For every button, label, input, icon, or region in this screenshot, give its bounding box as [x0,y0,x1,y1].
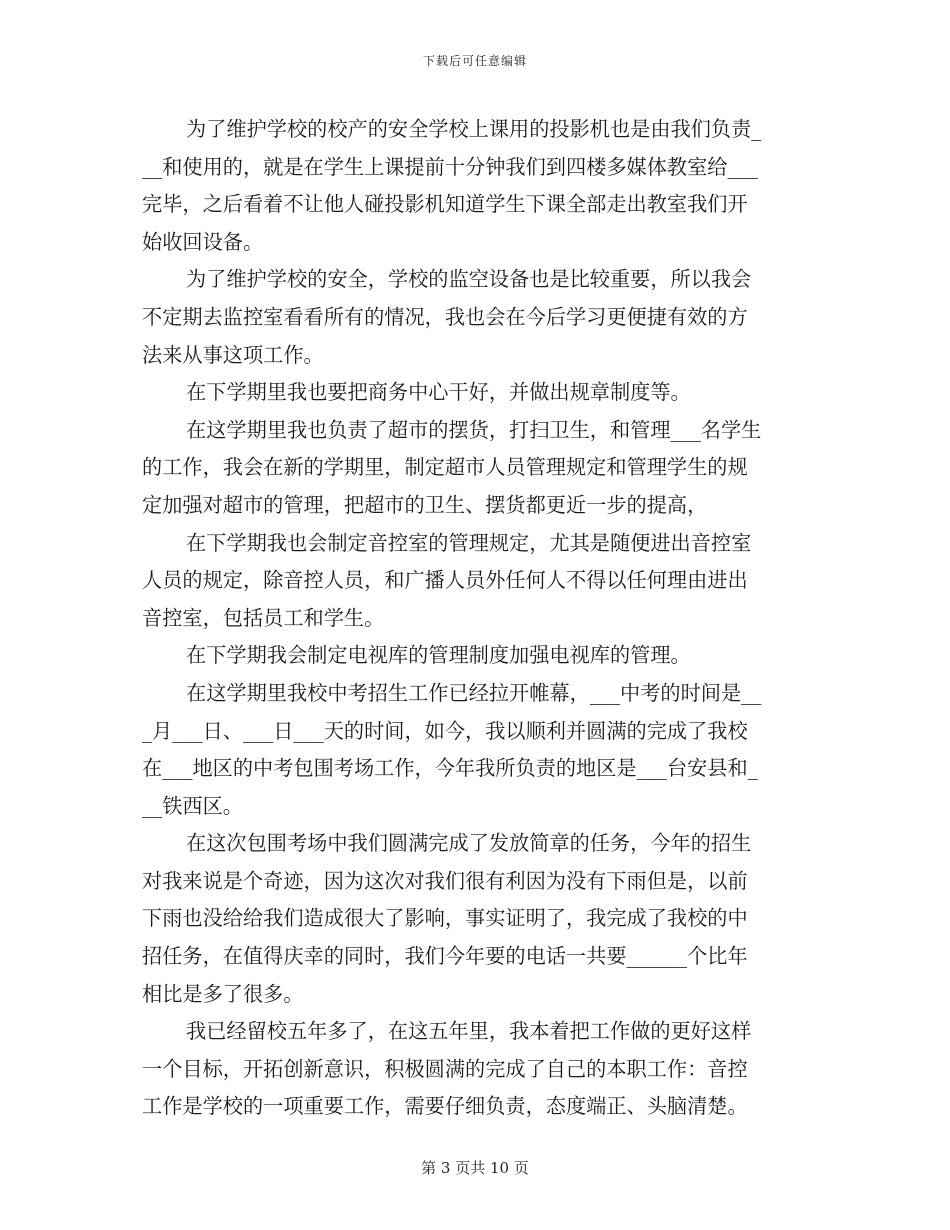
text-line: 始收回设备。 [142,229,264,254]
text-line: 在___地区的中考包围考场工作，今年我所负责的地区是___台安县和_ [142,756,758,781]
text-line: __铁西区。 [142,793,243,818]
text-line: _月___日、___日___天的时间，如今，我以顺利并圆满的完成了我校 [142,718,748,743]
text-line: 在这次包围考场中我们圆满完成了发放简章的任务，今年的招生 [186,831,752,856]
text-line: 对我来说是个奇迹，因为这次对我们很有利因为没有下雨但是，以前 [142,868,748,893]
text-line: 音控室，包括员工和学生。 [142,605,385,630]
page-header: 下载后可任意编辑 [422,54,527,68]
text-line: 定加强对超市的管理，把超市的卫生、摆货都更近一步的提高， [142,492,708,517]
text-line: 不定期去监控室看看所有的情况，我也会在今后学习更便捷有效的方 [142,304,748,329]
text-line: 为了维护学校的校产的安全学校上课用的投影机也是由我们负责_ [186,117,762,141]
text-line: 工作是学校的一项重要工作，需要仔细负责，态度端正、头脑清楚。 [142,1094,748,1119]
text-line: 我已经留校五年多了，在这五年里，我本着把工作做的更好这样 [186,1019,752,1044]
text-line: 为了维护学校的安全，学校的监空设备也是比较重要，所以我会 [186,267,752,292]
text-line: 相比是多了很多。 [142,981,304,1006]
text-line: __和使用的，就是在学生上课提前十分钟我们到四楼多媒体教室给___ [142,154,758,179]
page-footer: 第 3 页共 10 页 [421,1159,529,1177]
document-body [142,111,806,1126]
text-line: 法来从事这项工作。 [142,342,324,367]
text-line: 人员的规定，除音控人员，和广播人员外任何人不得以任何理由进出 [142,568,748,593]
text-line: 在这学期里我校中考招生工作已经拉开帷幕，___中考的时间是__ [186,680,762,705]
text-line: 在下学期我会制定电视库的管理制度加强电视库的管理。 [186,643,691,668]
text-line: 在下学期我也会制定音控室的管理规定，尤其是随便进出音控室 [186,530,752,555]
text-line: 下雨也没给给我们造成很大了影响，事实证明了，我完成了我校的中 [142,906,748,931]
text-line: 在下学期里我也要把商务中心干好，并做出规章制度等。 [186,380,691,405]
text-line: 一个目标，开拓创新意识，积极圆满的完成了自己的本职工作：音控 [142,1056,748,1081]
text-line: 的工作，我会在新的学期里，制定超市人员管理规定和管理学生的规 [142,455,748,480]
text-line: 完毕，之后看着不让他人碰投影机知道学生下课全部走出教室我们开 [142,192,748,217]
text-line: 招任务，在值得庆幸的同时，我们今年要的电话一共要______个比年 [142,944,748,969]
text-line: 在这学期里我也负责了超市的摆货，打扫卫生，和管理___名学生 [186,417,762,442]
